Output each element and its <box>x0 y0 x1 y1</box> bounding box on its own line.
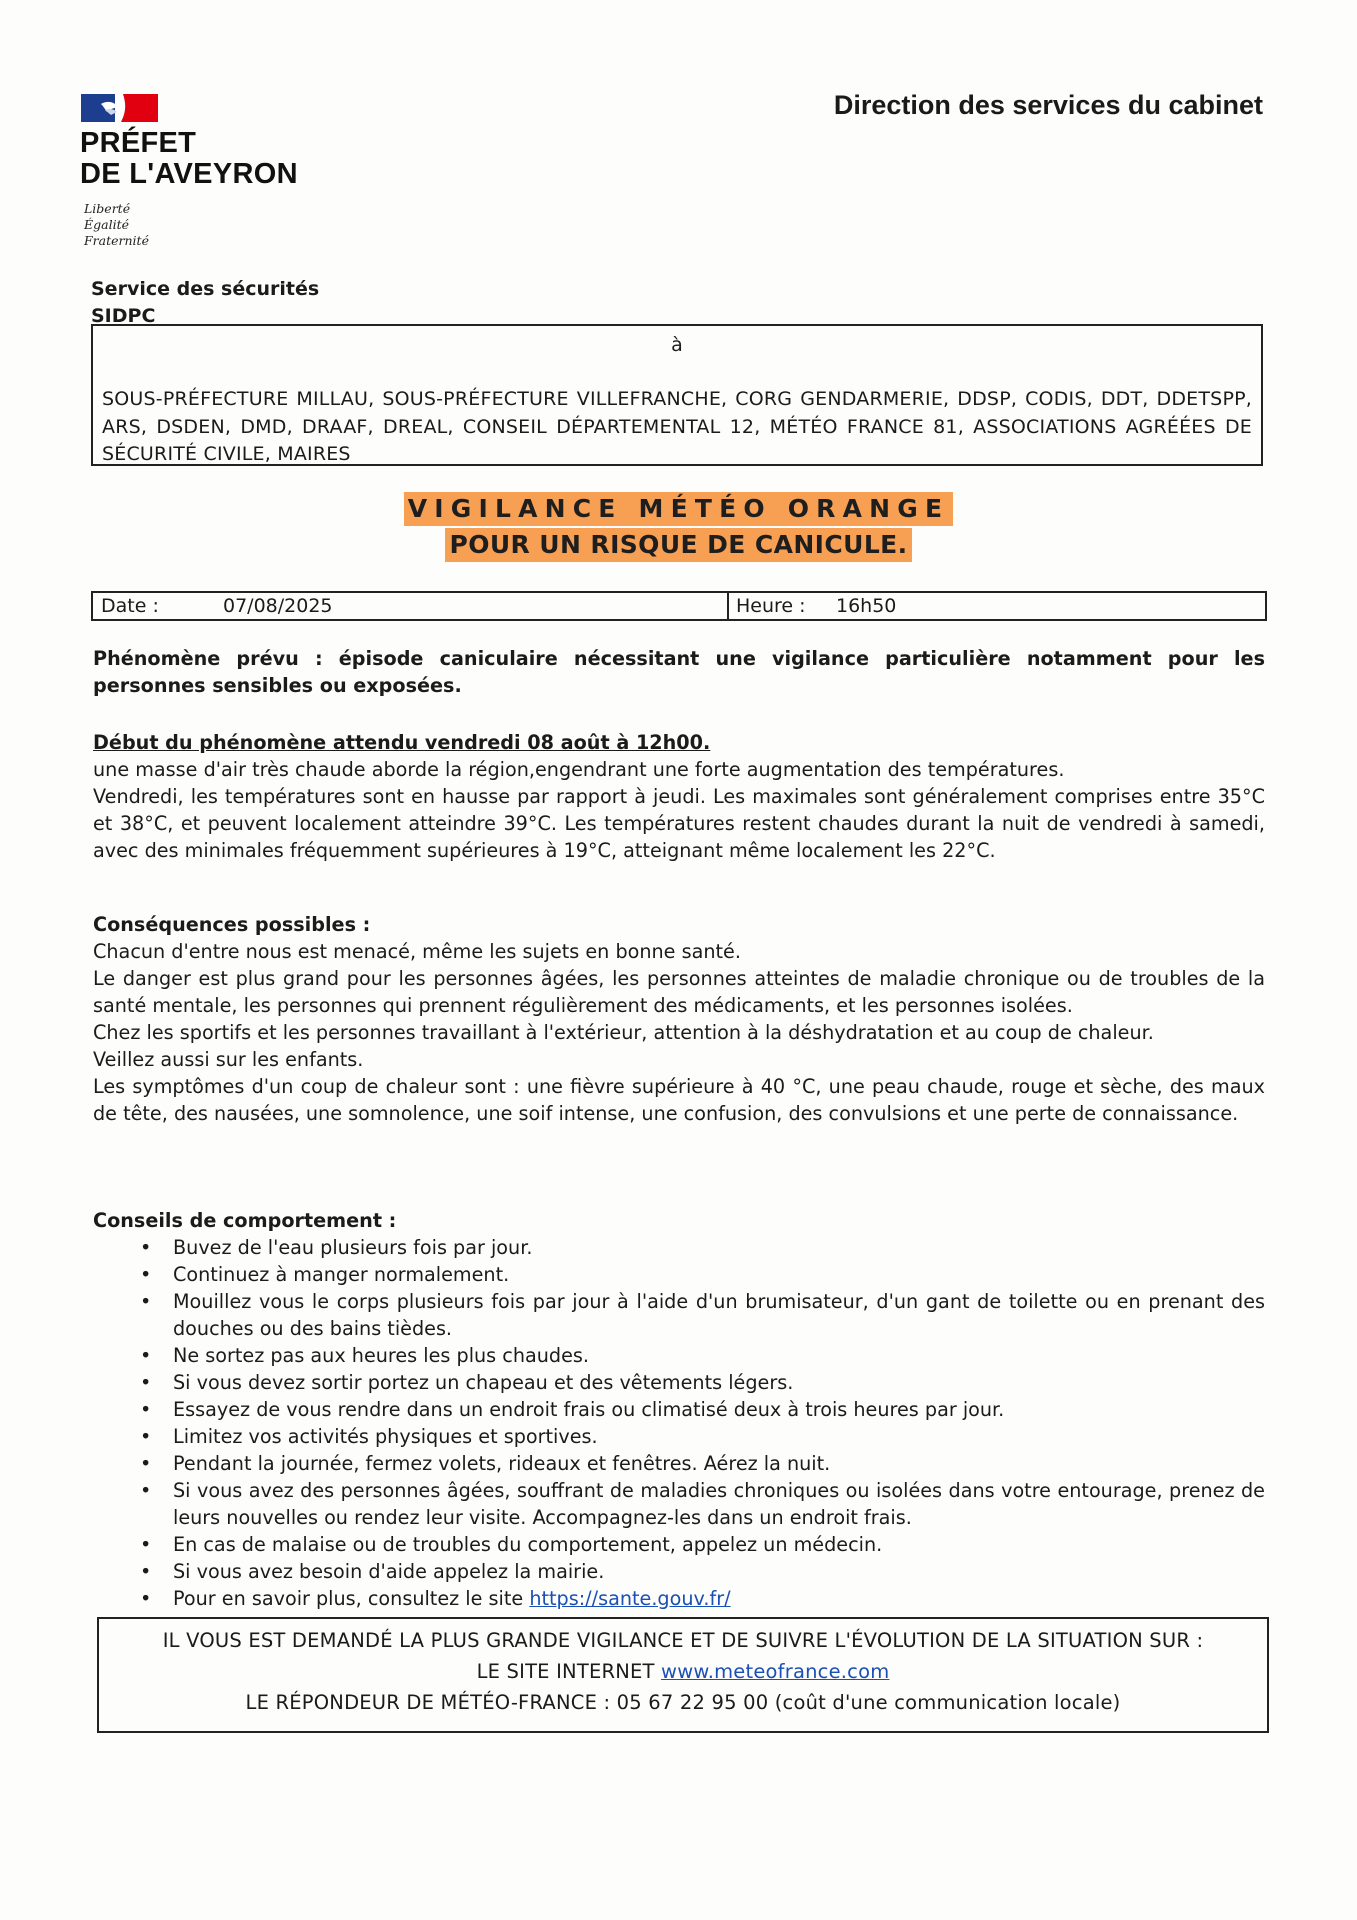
heure-label: Heure : <box>736 595 806 617</box>
recipients-to: à <box>671 334 683 356</box>
bullet-icon: • <box>140 1398 152 1421</box>
heure-value: 16h50 <box>836 595 897 617</box>
bullet-icon: • <box>140 1452 152 1475</box>
conseils-list <box>93 1234 1265 1612</box>
debut-title: Début du phénomène attendu vendredi 08 août à 12h00. <box>93 731 711 754</box>
list-item: • Continuez à manger normalement. <box>140 1263 510 1286</box>
consequences-line: Veillez aussi sur les enfants. <box>93 1048 364 1071</box>
bullet-icon: • <box>140 1290 152 1313</box>
conseils-section <box>93 1207 1265 1612</box>
vigilance-title-line1: VIGILANCE MÉTÉO ORANGE <box>404 492 954 526</box>
bullet-icon: • <box>140 1560 152 1583</box>
list-item: • Pendant la journée, fermez volets, rideaux et fenêtres. Aérez la nuit. <box>140 1452 831 1475</box>
debut-details: Vendredi, les températures sont en hausse par rapport à jeudi. Les maximales sont généralement comprises entre 35°C et 38°C, et peuvent localement atteindre 39°C. Les températures restent chaudes durant la nuit de vendredi à samedi, avec des minimales fréquemment supérieures à 19°C, atteignant même localement les 22°C. <box>93 785 1265 862</box>
consequences-line: Les symptômes d'un coup de chaleur sont : une fièvre supérieure à 40 °C, une peau chaude, rouge et sèche, des maux de tête, des nausées, une somnolence, une soif intense, une confusion, des convulsions et une perte de connaissance. <box>93 1075 1265 1125</box>
debut-section <box>93 729 1265 864</box>
consequences-section <box>93 911 1265 1127</box>
consequences-line: Le danger est plus grand pour les personnes âgées, les personnes atteintes de maladie chronique ou de troubles de la santé mentale, les personnes qui prennent régulièrement des médicaments, et les personnes isolées. <box>93 967 1265 1017</box>
vigilance-title <box>0 492 1357 562</box>
phenomene-prevu: Phénomène prévu : épisode caniculaire nécessitant une vigilance particulière notamment pour les personnes sensibles ou exposées. <box>93 647 1265 697</box>
list-item: • Ne sortez pas aux heures les plus chaudes. <box>140 1344 589 1367</box>
bullet-icon: • <box>140 1263 152 1286</box>
list-item: • Si vous avez besoin d'aide appelez la mairie. <box>140 1560 605 1583</box>
debut-line1: une masse d'air très chaude aborde la région,engendrant une forte augmentation des températures. <box>93 758 1065 781</box>
list-item: • Si vous devez sortir portez un chapeau et des vêtements légers. <box>140 1371 794 1394</box>
date-label: Date : <box>101 595 159 617</box>
list-item: • Mouillez vous le corps plusieurs fois par jour à l'aide d'un brumisateur, d'un gant de toilette ou en prenant des douches ou des bains tièdes. <box>140 1290 1265 1340</box>
consequences-line: Chacun d'entre nous est menacé, même les sujets en bonne santé. <box>93 940 741 963</box>
bullet-icon: • <box>140 1479 152 1502</box>
bullet-icon: • <box>140 1425 152 1448</box>
footer-line1: IL VOUS EST DEMANDÉ LA PLUS GRANDE VIGILANCE ET DE SUIVRE L'ÉVOLUTION DE LA SITUATION SUR : <box>162 1629 1204 1652</box>
bullet-icon: • <box>140 1236 152 1259</box>
list-item: • Buvez de l'eau plusieurs fois par jour. <box>140 1236 533 1259</box>
list-item: • Si vous avez des personnes âgées, souffrant de maladies chroniques ou isolées dans votre entourage, prenez de leurs nouvelles ou rendez leur visite. Accompagnez-les dans un endroit frais. <box>140 1479 1265 1529</box>
list-item: • Pour en savoir plus, consultez le site https://sante.gouv.fr/ <box>140 1587 731 1610</box>
recipients-list: SOUS-PRÉFECTURE MILLAU, SOUS-PRÉFECTURE VILLEFRANCHE, CORG GENDARMERIE, DDSP, CODIS, DDT, DDETSPP, ARS, DSDEN, DMD, DRAAF, DREAL, CONSEIL DÉPARTEMENTAL 12, MÉTÉO FRANCE 81, ASSOCIATIONS AGRÉÉES DE SÉCURITÉ CIVILE, MAIRES <box>102 388 1252 465</box>
bullet-icon: • <box>140 1533 152 1556</box>
republic-motto: Liberté Égalité Fraternité <box>84 201 149 248</box>
prefet-wordmark: PRÉFET DE L'AVEYRON <box>80 127 298 190</box>
direction-title: Direction des services du cabinet <box>833 90 1263 120</box>
bullet-icon: • <box>140 1344 152 1367</box>
consequences-line: Chez les sportifs et les personnes travaillant à l'extérieur, attention à la déshydratation et au coup de chaleur. <box>93 1021 1154 1044</box>
vigilance-title-line2: POUR UN RISQUE DE CANICULE. <box>445 528 911 562</box>
meteofrance-link[interactable]: www.meteofrance.com <box>661 1660 890 1683</box>
list-item: • Limitez vos activités physiques et sportives. <box>140 1425 598 1448</box>
service-block: Service des sécurités SIDPC <box>91 278 320 327</box>
date-time-box <box>91 591 1267 621</box>
sante-gouv-link[interactable]: https://sante.gouv.fr/ <box>529 1587 731 1610</box>
marianne-flag-logo <box>81 94 158 122</box>
footer-notice-box <box>97 1617 1269 1733</box>
footer-line3: LE RÉPONDEUR DE MÉTÉO-FRANCE : 05 67 22 95 00 (coût d'une communication locale) <box>245 1691 1121 1714</box>
date-value: 07/08/2025 <box>223 595 333 617</box>
bullet-icon: • <box>140 1371 152 1394</box>
list-item: • En cas de malaise ou de troubles du comportement, appelez un médecin. <box>140 1533 883 1556</box>
consequences-title: Conséquences possibles : <box>93 913 371 936</box>
date-divider <box>727 593 729 619</box>
conseils-title: Conseils de comportement : <box>93 1209 397 1232</box>
list-item: • Essayez de vous rendre dans un endroit frais ou climatisé deux à trois heures par jour. <box>140 1398 1005 1421</box>
bullet-icon: • <box>140 1587 152 1610</box>
recipients-box <box>91 324 1263 466</box>
footer-line2: LE SITE INTERNET www.meteofrance.com <box>476 1660 890 1683</box>
